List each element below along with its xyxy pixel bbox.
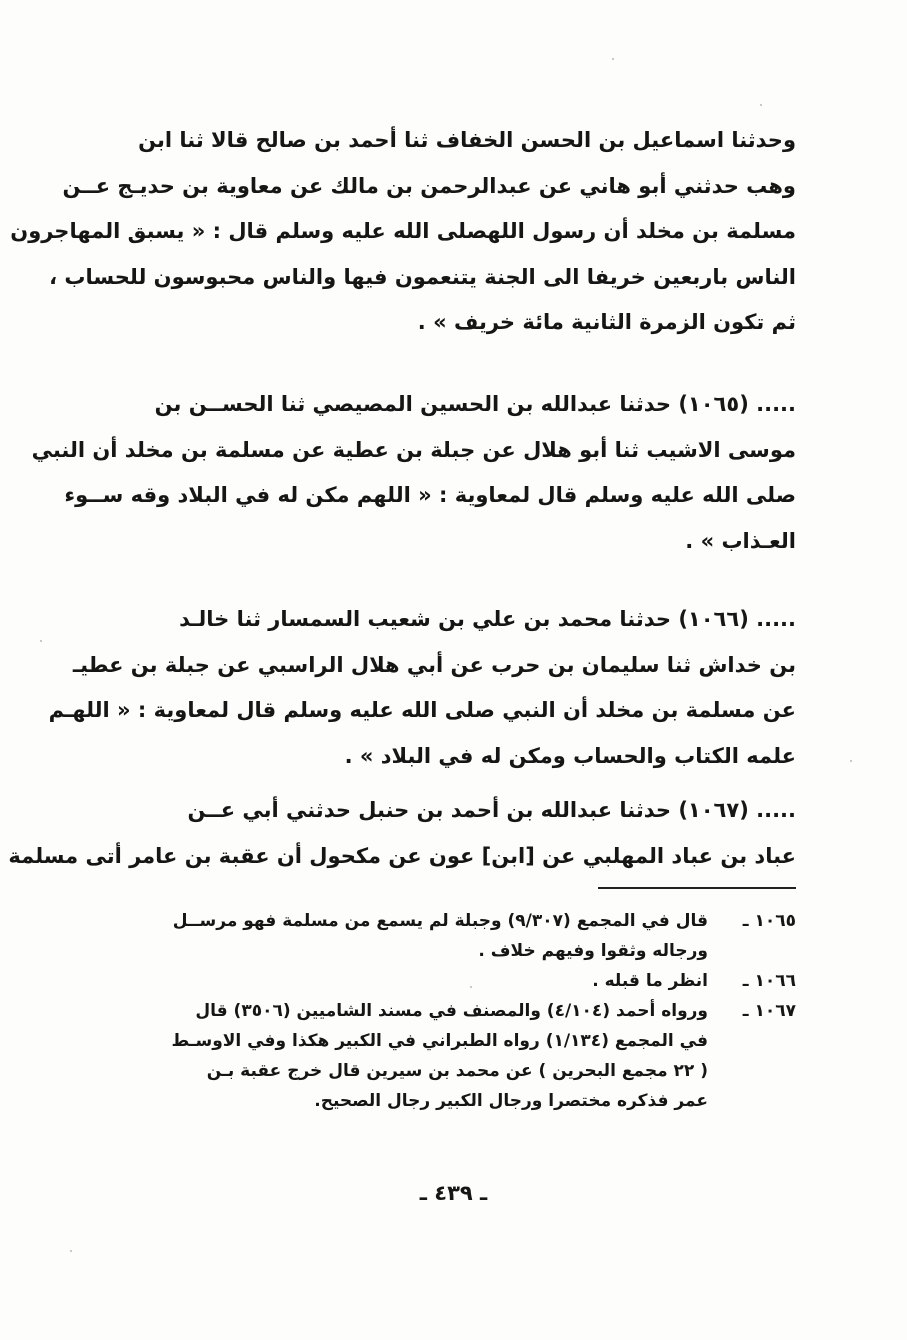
footnote-number: ١٠٦٥ ـ	[742, 911, 796, 931]
footnote-1066	[104, 966, 796, 996]
text-line: بن خداش ثنا سليمان بن حرب عن أبي هلال الراسبي عن جبلة بن عطيـ	[72, 652, 796, 677]
footnote-line: ورجاله وثقوا وفيهم خلاف .	[478, 941, 708, 961]
hadith-paragraph-1	[10, 118, 796, 346]
footnote-1067	[104, 996, 796, 1116]
text-line: الناس باربعين خريفا الى الجنة يتنعمون فيها والناس محبوسون للحساب ،	[49, 264, 796, 289]
text-line: ثم تكون الزمرة الثانية مائة خريف » .	[417, 310, 796, 334]
footnote-line: في المجمع (١/١٣٤) رواه الطبراني في الكبير هكذا وفي الاوسـط	[171, 1031, 708, 1051]
footnote-line: انظر ما قبله .	[592, 971, 708, 991]
page-number: ـ ٤٣٩ ـ	[419, 1181, 488, 1205]
footnote-body	[104, 996, 708, 1116]
text-line: وهب حدثني أبو هاني عن عبدالرحمن بن مالك عن معاوية بن حديـج عــن	[62, 173, 796, 198]
footnote-line: ( ٢٢ مجمع البحرين ) عن محمد بن سيرين قال خرج عقبة بـن	[206, 1061, 708, 1081]
text-line: وحدثنا اسماعيل بن الحسن الخفاف ثنا أحمد بن صالح قالا ثنا ابن	[138, 128, 796, 152]
scan-speck	[470, 986, 472, 988]
footnote-body	[104, 966, 708, 996]
footnote-number: ١٠٦٧ ـ	[742, 1001, 796, 1021]
hadith-paragraph-1067	[8, 788, 796, 879]
text-line: ..... (١٠٦٥) حدثنا عبدالله بن الحسين المصيصي ثنا الحســن بن	[154, 392, 796, 416]
hadith-paragraph-1065	[31, 382, 796, 564]
footnote-line: عمر فذكره مختصرا ورجال الكبير رجال الصحيح.	[314, 1091, 708, 1111]
text-line: عن مسلمة بن مخلد أن النبي صلى الله عليه وسلم قال لمعاوية : « اللهـم	[48, 698, 796, 722]
text-line: عباد بن عباد المهلبي عن [ابن] عون عن مكحول أن عقبة بن عامر أتى مسلمة	[8, 843, 796, 868]
text-line: العـذاب » .	[685, 528, 796, 553]
footnote-separator	[598, 887, 796, 889]
footnote-1065	[104, 906, 796, 966]
hadith-paragraph-1066	[48, 597, 796, 779]
scan-speck	[760, 104, 762, 106]
text-line: موسى الاشيب ثنا أبو هلال عن جبلة بن عطية عن مسلمة بن مخلد أن النبي	[31, 437, 796, 462]
text-line: ..... (١٠٦٧) حدثنا عبدالله بن أحمد بن حنبل حدثني أبي عــن	[187, 798, 796, 822]
text-line: علمه الكتاب والحساب ومكن له في البلاد » .	[344, 743, 796, 768]
footnote-number: ١٠٦٦ ـ	[742, 971, 796, 991]
scan-speck	[40, 640, 42, 642]
text-line: مسلمة بن مخلد أن رسول اللهصلى الله عليه وسلم قال : « يسبق المهاجرون	[10, 219, 796, 243]
text-line: صلى الله عليه وسلم قال لمعاوية : « اللهم مكن له في البلاد وقه ســوء	[64, 483, 796, 507]
scan-speck	[850, 760, 852, 762]
footnote-line: ورواه أحمد (٤/١٠٤) والمصنف في مسند الشاميين (٣٥٠٦) قال	[195, 1001, 708, 1021]
scan-speck	[70, 1250, 72, 1252]
text-line: ..... (١٠٦٦) حدثنا محمد بن علي بن شعيب السمسار ثنا خالـد	[179, 607, 796, 631]
footnote-body	[104, 906, 708, 966]
scan-speck	[612, 58, 614, 60]
footnote-line: قال في المجمع (٩/٣٠٧) وجبلة لم يسمع من مسلمة فهو مرســل	[172, 911, 708, 931]
footnotes	[104, 906, 796, 1116]
